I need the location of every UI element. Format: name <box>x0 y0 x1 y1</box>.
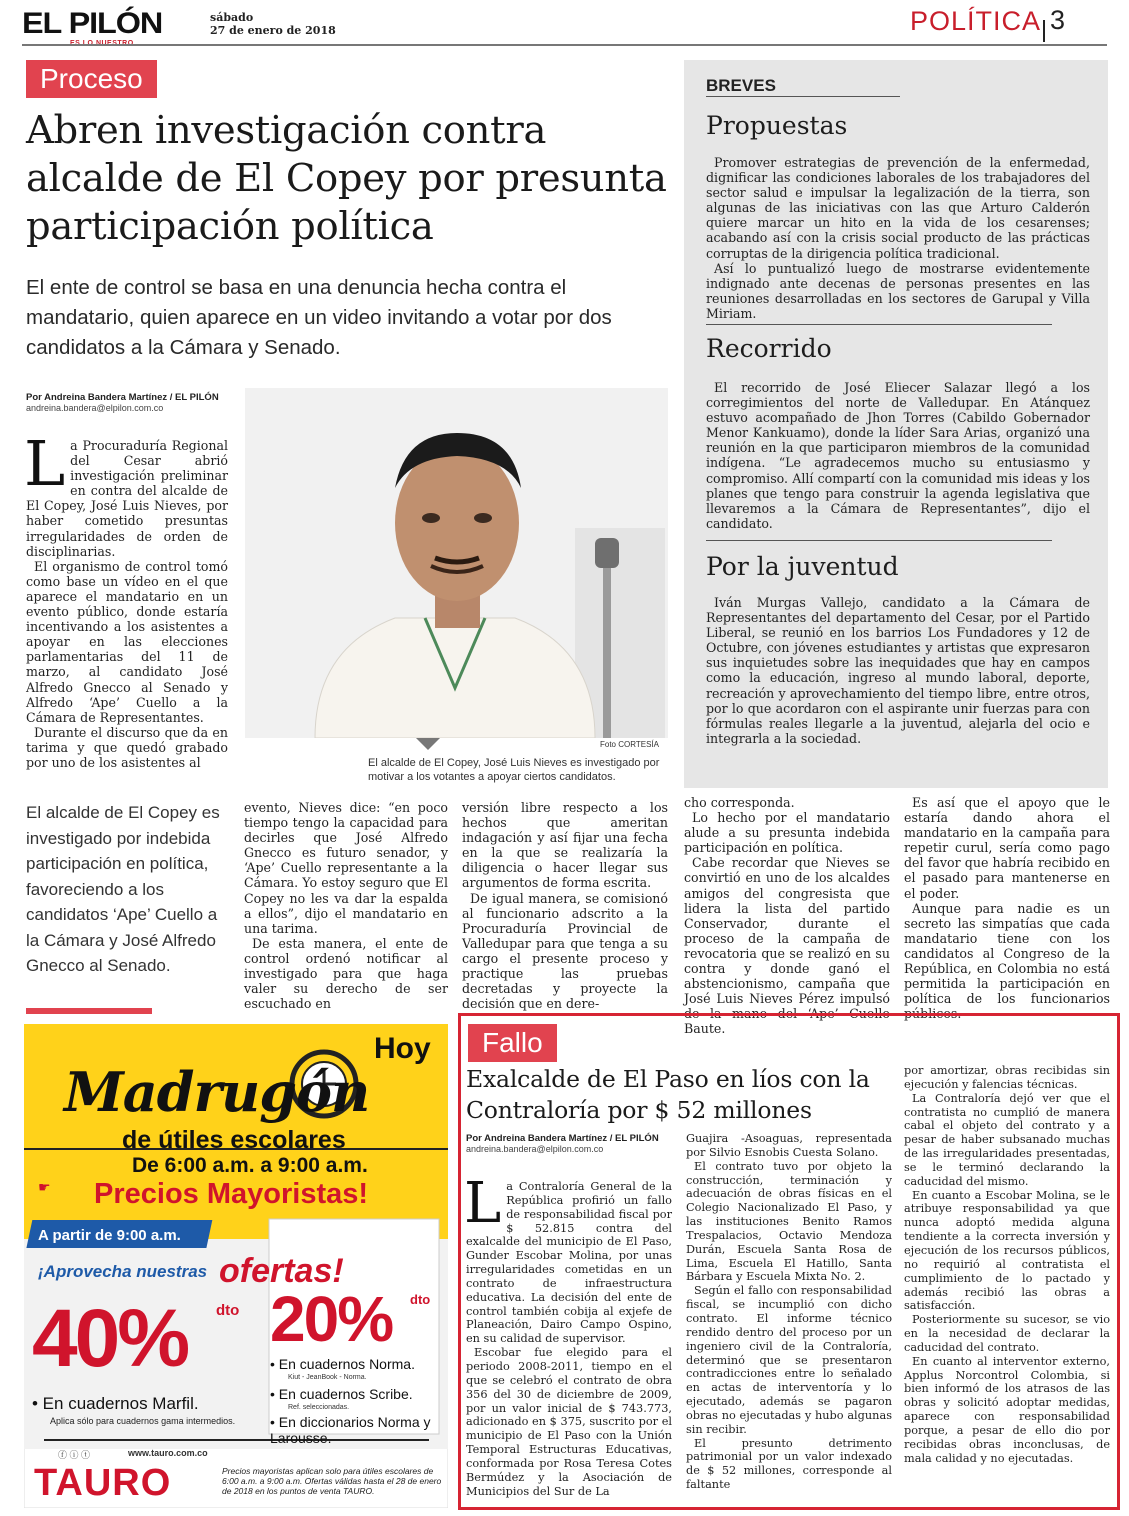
pull-quote-rule <box>26 1008 152 1014</box>
page-number: 3 <box>1050 5 1066 35</box>
tauro-brand: TAURO <box>34 1462 172 1504</box>
main-subhead: El ente de control se basa en una denuncia hecha contra el mandatario, quien aparece en un video invitando a votar por dos candidatos a la Cámara y Senado. <box>26 276 612 359</box>
portrait-illustration <box>245 388 668 738</box>
byline-author: Por Andreina Bandera Martínez / EL PILÓN <box>466 1133 659 1144</box>
section-tag-fallo: Fallo <box>468 1024 557 1062</box>
breve-paragraph: Así lo puntualizó luego de mostrarse evidentemente indignado ante decenas de personas presentes en las reuniones desarrolladas en los sectores de Garupal y Villa Miriam. <box>706 260 1090 321</box>
header-separator <box>1043 20 1045 42</box>
main-article-col-1 <box>24 427 228 770</box>
ad-left-note: Aplica sólo para cuadernos gama intermedios. <box>50 1416 236 1426</box>
ad-percent-20: 20% <box>270 1283 393 1355</box>
article-paragraph: El contrato tuvo por objeto la construcción, terminación y adecuación de obras físicas en el Colegio Nacionalizado El Paso, y las instituciones Benito Ramos Trespalacios, Octavio Mendoza Durán, Escuela Santa Rosa de Lima, Escuela El Hatillo, Santa Bárbara y Escuela Mixta No. 2. <box>686 1159 892 1284</box>
article-photo <box>245 388 668 738</box>
main-article-col-2 <box>244 800 448 1011</box>
article-paragraph: El organismo de control tomó como base un vídeo en el que aparece el mandatario en un evento público, donde estaría incentivando a los asistentes a apoyar en las elecciones parlamentarias del 11 de marzo, al candidato José Alfredo Gnecco al Senado y Alfredo ‘Ape’ Cuello a la Cámara de Representantes. <box>26 558 228 725</box>
ad-fine-print: Precios mayoristas aplican solo para útiles escolares de 6:00 a.m. a 9:00 a.m. Ofertas válidas hasta el 28 de enero de 2018 en los puntos de venta TAURO. <box>222 1466 442 1496</box>
breve-divider <box>706 540 1052 541</box>
main-headline: Abren investigación contra alcalde de El Copey por presunta participación política <box>26 108 667 249</box>
article-paragraph: De igual manera, se comisionó al funcionario adscrito a la Procuraduría Provincial de Valledupar para que tenga a su cargo el presente proceso y practique las pruebas decretadas y proyecte la decisión que en dere- <box>462 890 668 1012</box>
ad-hours: De 6:00 a.m. a 9:00 a.m. <box>132 1154 368 1177</box>
byline-email[interactable]: andreina.bandera@elpilon.com.co <box>466 1144 604 1154</box>
issue-day: sábado <box>210 11 254 24</box>
article-paragraph: Lo hecho por el mandatario alude a su presunta indebida participación en política. <box>684 810 890 856</box>
breve-body-recorrido <box>706 380 1090 531</box>
ad-left-item: • En cuadernos Marfil. <box>32 1394 199 1413</box>
ad-hoy: Hoy <box>374 1032 431 1065</box>
article-paragraph: En cuanto a Escobar Molina, se le atribuye responsabilidad ya que nunca adoptó medida alguna tendiente a la correcta inversión y ejecución de los recursos públicos, no requirió al contratista el cumplimiento de lo pactado y además recibió las obras a satisfacción. <box>904 1188 1110 1313</box>
main-article-col-5 <box>904 795 1110 1021</box>
ad-dto-40: dto <box>216 1302 240 1319</box>
breves-label: BREVES <box>706 76 776 95</box>
article-paragraph: Es así que el apoyo que le estaría dando ahora el mandatario en la campaña para repetir curul, sería como pago del favor que habría recibido en el pasado para mantenerse en el poder. <box>904 795 1110 901</box>
main-article-col-3 <box>462 800 668 1011</box>
breve-title-recorrido: Recorrido <box>706 334 832 363</box>
breve-title-juventud: Por la juventud <box>706 552 899 581</box>
ad-percent-40: 40% <box>32 1293 188 1384</box>
article-paragraph: a Procuraduría Regional del Cesar abrió investigación preliminar en contra del alcalde de El Copey, José Luis Nieves, por haber cometido presuntas irregularidades de orden de disciplinarias. <box>26 438 228 559</box>
drop-cap: L <box>24 427 66 500</box>
header-rule <box>22 44 1107 46</box>
breve-body-juventud <box>706 595 1090 746</box>
caption-pointer-icon <box>416 738 440 750</box>
article-paragraph: La Contraloría dejó ver que el contratista no cumplió de manera cabal el objeto del contrato y a pesar de haber subsanado muchas de las irregularidades presentadas, se le terminó declarando la caducidad del mismo. <box>904 1091 1110 1188</box>
ad-ofertas: ofertas! <box>219 1252 344 1290</box>
main-article-col-4 <box>684 795 890 1037</box>
article-paragraph: versión libre respecto a los hechos que ameritan indagación y así fijar una fecha en la que se realizaría la diligencia o hacer llegar sus argumentos de forma escrita. <box>462 800 668 891</box>
ad-dto-20: dto <box>410 1292 431 1307</box>
breve-body-propuestas <box>706 155 1090 321</box>
fallo-col-3 <box>904 1064 1110 1465</box>
breve-paragraph: Iván Murgas Vallejo, candidato a la Cámara de Representantes del departamento del Cesar, por el Partido Liberal, se reunió en los barrios Los Fundadores y 12 de Octubre, con jóvenes estudiantes y artistas que expresaron sus inquietudes sobre las inequidades que hay en campos como la educación, ingreso al mundo laboral, deporte, recreación y aprovechamiento del tiempo libre, entre otros, por lo que acordaron con el aspirante unir fuerzas para con fórmulas reales llegarle a la juventud, alejarla del ocio e integrarla a la sociedad. <box>706 595 1090 746</box>
article-paragraph: Según el fallo con responsabilidad fiscal, se incumplió con dicho contrato. El informe técnico rendido dentro del proceso por un ingeniero civil de la Contraloría, determinó que se presentaron contradicciones entre lo señalado en actas de interventoría y lo ejecutado, además se pagaron obras no ejecutadas y hubo algunas sin recibir. <box>686 1284 892 1436</box>
fallo-byline <box>466 1133 680 1154</box>
newspaper-logo: EL PILÓN <box>22 7 163 40</box>
article-paragraph: a Contraloría General de la República profirió un fallo de responsabilidad fiscal por $ 52.815 contra del exalcalde del municipio de El Paso, Gunder Escobar Molina, por unas irregularidades cometidas en un contrato de infraestructura educativa. La decisión del ente de control también cobija al exjefe de Planeación, Dairo Campo Ospino, en su calidad de supervisor. <box>466 1180 672 1346</box>
article-paragraph: Guajira -Asoaguas, representada por Silvio Esnobis Cuesta Solano. <box>686 1132 892 1159</box>
section-tag-proceso: Proceso <box>26 60 157 98</box>
ad-title: Madrugón <box>64 1060 370 1124</box>
breve-divider <box>706 324 1052 325</box>
ad-right-note: Ref. seleccionadas. <box>288 1404 350 1411</box>
ad-right-item: • En cuadernos Norma. <box>270 1356 415 1372</box>
article-paragraph: Escobar fue elegido para el periodo 2008-2011, tiempo en el que se celebró el contrato de obra 356 del 30 de diciembre de 2009, por un valor inicial de $ 743.773, adicionado en $ 375, suscrito por el municipio de El Paso con la Unión Temporal Estructuras Educativas, conformada por Rosa Teresa Cotes Bermúdez y la Asociación de Municipios del Sur de La <box>466 1346 672 1498</box>
breves-rule <box>706 96 900 97</box>
tauro-advertisement[interactable] <box>24 1024 448 1508</box>
article-paragraph: cho corresponda. <box>684 795 795 810</box>
fallo-col-2 <box>686 1132 892 1492</box>
issue-date <box>210 11 336 37</box>
section-name: POLÍTICA <box>909 6 1041 36</box>
ad-apartir: A partir de 9:00 a.m. <box>38 1227 181 1244</box>
photo-credit: Foto CORTESÍA <box>600 740 659 749</box>
article-paragraph: El presunto detrimento patrimonial por un valor indexado de $ 52 millones, corresponde al faltante <box>686 1436 892 1492</box>
breve-paragraph: Promover estrategias de prevención de la enfermedad, dignificar las condiciones laborales de los trabajadores del sector salud e impulsar la legalización de la tierra, son algunas de las iniciativas con las que Arturo Calderón quiere marcar un hito en la vida de los cesarenses; acabando así con la crisis social producto de las prácticas corruptas de la dirigencia política tradicional. <box>706 155 1090 261</box>
fallo-headline: Exalcalde de El Paso en líos con la Contraloría por $ 52 millones <box>466 1065 870 1124</box>
ad-subtitle: de útiles escolares <box>122 1126 346 1154</box>
pointing-hand-icon: ☛ <box>38 1179 51 1195</box>
photo-caption: El alcalde de El Copey, José Luis Nieves es investigado por motivar a los votantes a apoyar ciertos candidatos. <box>368 757 660 783</box>
main-byline <box>26 392 240 413</box>
ad-aprovecha: ¡Aprovecha nuestras <box>38 1262 208 1281</box>
issue-full-date: 27 de enero de 2018 <box>210 24 336 37</box>
article-paragraph: En cuanto al interventor externo, Applus Norcontrol Colombia, si bien informó de los atrasos de las obras y solicitó adoptar medidas, aparece con responsabilidad porque, a pesar de ello dio por recibidas obras inconclusas, de mala calidad y no ejecutadas. <box>904 1354 1110 1465</box>
article-paragraph: evento, Nieves dice: “en poco tiempo tengo la capacidad para decirles que José Alfredo Gnecco es futuro senador, y ‘Ape’ Cuello representante a la Cámara. Yo estoy seguro que El Copey no les va dar la espalda a ellos”, dijo el mandatario en una tarima. <box>244 800 448 936</box>
article-paragraph: Durante el discurso que da en tarima y que quedó grabado por uno de los asistentes al <box>26 724 228 770</box>
ad-right-item: • En diccionarios Norma y Larousse. <box>270 1414 431 1446</box>
byline-email[interactable]: andreina.bandera@elpilon.com.co <box>26 403 164 413</box>
article-paragraph: por amortizar, obras recibidas sin ejecución y falencias técnicas. <box>904 1064 1110 1091</box>
social-icons[interactable]: ⓕ ⓘ ⓣ <box>58 1450 91 1460</box>
breve-title-propuestas: Propuestas <box>706 111 848 140</box>
ad-precios: Precios Mayoristas! <box>94 1178 369 1210</box>
article-paragraph: De esta manera, el ente de control ordenó notificar al investigado para que haga valer su derecho de ser escuchado en <box>244 935 448 1012</box>
ad-right-item: • En cuadernos Scribe. <box>270 1386 413 1402</box>
pull-quote: El alcalde de El Copey es investigado por indebida participación en política, favoreciendo a los candidatos ‘Ape’ Cuello a la Cámara y José Alfredo Gnecco al Senado. <box>26 803 220 975</box>
article-paragraph: Posteriormente su sucesor, se vio en la necesidad de declarar la caducidad del contrato. <box>904 1313 1110 1354</box>
ad-right-note: Kiut - JeanBook - Norma. <box>288 1374 367 1381</box>
byline-author: Por Andreina Bandera Martínez / EL PILÓN <box>26 392 219 403</box>
breve-paragraph: El recorrido de José Eliecer Salazar llegó a los corregimientos del norte de Valledupar. En Atánquez estuvo acompañado de Jhon Torres (Cabildo Gobernador Menor Kankuamo), donde la líder Sara Arias, organizó una reunión en la que participaron miembros de la comunidad indígena. “Le agradecemos mucho su entusiasmo y compromiso. Allí compartí con la comunidad mis ideas y los planes que tengo para construir la agenda legislativa que llevaremos a la Cámara de Representantes”, dijo el candidato. <box>706 380 1090 531</box>
drop-cap: L <box>464 1171 502 1236</box>
article-paragraph: Aunque para nadie es un secreto las simpatías que cada mandatario tiene con los candidatos al Congreso de la República, en Colombia no está permitida la participación en política de los funcionarios públicos. <box>904 900 1110 1022</box>
article-paragraph: Cabe recordar que Nieves se convirtió en uno de los alcaldes amigos del congresista que lidera la lista del partido Conservador, durante el proceso de la campaña de revocatoria que se realizó en su contra y donde ganó el abstencionismo, campaña que José Luis Nieves Pérez impulsó de la mano del ‘Ape’ Cuello Baute. <box>684 855 890 1037</box>
fallo-col-1 <box>464 1171 672 1498</box>
ad-website[interactable]: www.tauro.com.co <box>128 1448 208 1458</box>
